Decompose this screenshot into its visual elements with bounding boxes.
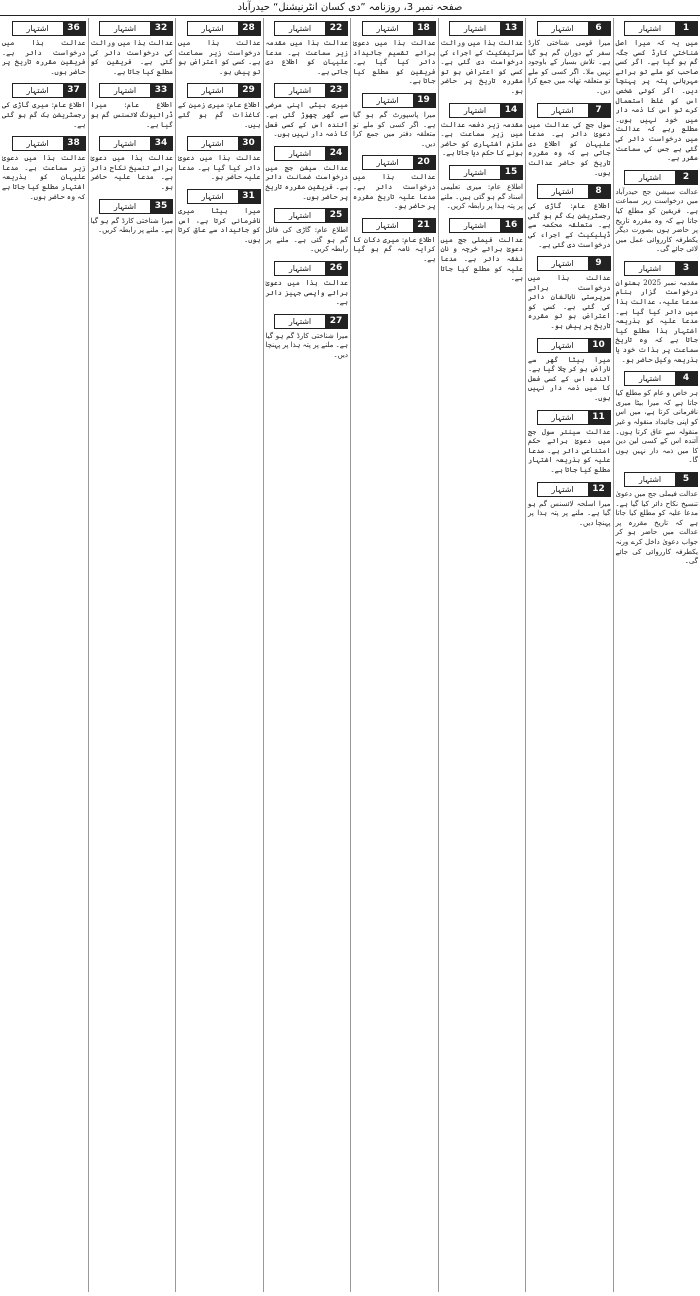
- notice-block: [178, 189, 261, 245]
- notice-number: 13: [500, 22, 522, 35]
- notice-number: 7: [588, 104, 610, 117]
- notice-badge: [537, 103, 611, 118]
- notice-text: اطلاع عام: میری تعلیمی اسناد گم ہو گئی ہیں۔ ملنے پر پتہ ہذا پر رابطہ کریں۔: [440, 182, 523, 211]
- notice-badge-label: اشتہار: [376, 220, 399, 230]
- notice-number: 28: [238, 22, 260, 35]
- notice-number: 23: [325, 84, 347, 97]
- notice-badge: [624, 261, 698, 276]
- notice-column: [613, 18, 700, 1292]
- notice-block: [266, 146, 349, 202]
- notice-badge: [274, 146, 348, 161]
- notice-badge: [274, 21, 348, 36]
- notice-badge: [624, 472, 698, 487]
- notice-badge-label: اشتہار: [551, 412, 574, 422]
- notice-badge-label: اشتہار: [288, 24, 312, 33]
- notice-badge: [12, 136, 86, 151]
- notice-text: عدالت سیشن جج حیدرآباد میں درخواست زیر سماعت ہے۔ فریقین کو مطلع کیا جاتا ہے کہ وہ مقررہ تاریخ پر حاضر ہوں بصورت دیگر یکطرفہ کارروائی عمل میں لائی جائے گی۔: [615, 187, 698, 254]
- notice-block: [2, 21, 86, 77]
- notice-badge: [187, 21, 261, 36]
- notice-badge: [449, 21, 523, 36]
- notice-number: 4: [675, 372, 697, 385]
- notice-number: 6: [588, 22, 610, 35]
- notice-block: [91, 21, 174, 77]
- notice-text: میں یہ کہ میرا اصل شناختی کارڈ کسی جگہ گم ہو گیا ہے۔ اگر کسی صاحب کو ملے تو برائے مہربانی پتہ پر پہنچا دیں۔ اگر کوئی شخص اس کو غلط استعمال کرے تو اس کا ذمہ دار میں خود نہیں ہوں۔ مطلع رہے کہ عدالت میں درخواست دائر کی گئی ہے جس کی سماعت مقرر ہے۔: [615, 39, 698, 163]
- notice-text: میرا شناختی کارڈ گم ہو گیا ہے۔ ملنے پر رابطہ کریں۔: [90, 216, 173, 235]
- notice-badge: [99, 21, 173, 36]
- notice-block: [266, 208, 349, 255]
- notice-text: مقدمہ زیر دفعہ عدالت میں زیر سماعت ہے۔ ملزم اشتہاری کو حاضر ہونے کا حکم دیا جاتا ہے۔: [440, 120, 523, 158]
- notice-badge-label: اشتہار: [376, 158, 399, 168]
- notice-text: عدالت سینئر سول جج میں دعویٰ برائے حکم امتناعی دائر ہے۔ مدعا علیہ کو بذریعہ اشتہار مطلع کیا جاتا ہے۔: [528, 427, 611, 474]
- notice-number: 33: [150, 84, 172, 97]
- notice-block: [353, 93, 436, 149]
- notice-block: [178, 83, 261, 130]
- notice-number: 37: [63, 84, 85, 97]
- notice-number: 29: [238, 84, 260, 97]
- notice-block: [266, 314, 349, 361]
- notice-number: 36: [63, 22, 85, 35]
- notice-block: [528, 482, 611, 529]
- notice-badge-label: اشتہار: [376, 24, 399, 33]
- notice-badge-label: اشتہار: [463, 105, 487, 115]
- notice-badge-label: اشتہار: [26, 24, 49, 33]
- notice-text: میرا پاسپورٹ گم ہو گیا ہے۔ اگر کسی کو ملے تو متعلقہ دفتر میں جمع کرا دیں۔: [353, 110, 436, 148]
- notice-text: اطلاع عام: میرا ڈرائیونگ لائسنس گم ہو گیا ہے۔: [90, 101, 173, 129]
- notice-badge-label: اشتہار: [638, 374, 662, 384]
- notice-badge: [274, 314, 348, 329]
- notice-number: 21: [413, 219, 435, 232]
- notice-badge-label: اشتہار: [288, 316, 312, 326]
- notice-number: 19: [413, 94, 435, 107]
- notice-number: 1: [675, 22, 697, 35]
- notice-badge: [99, 136, 173, 151]
- notice-badge: [187, 189, 261, 204]
- notice-text: عدالت ہذا میں دعویٰ برائے تنسیخ نکاح دائر ہے۔ مدعا علیہ حاضر ہو۔: [90, 154, 173, 191]
- notice-badge-label: اشتہار: [201, 139, 224, 149]
- notice-text: عدالت ہذا میں درخواست زیر سماعت ہے۔ کسی کو اعتراض ہو تو پیش ہو۔: [178, 39, 261, 76]
- notice-number: 16: [500, 219, 522, 232]
- notice-number: 18: [413, 22, 435, 35]
- notice-badge: [624, 371, 698, 386]
- notice-column: [175, 18, 263, 1292]
- notice-number: 30: [238, 137, 260, 150]
- notice-number: 22: [325, 22, 347, 35]
- notice-badge: [537, 338, 611, 353]
- notice-text: مقدمہ نمبر 2025 بعنوان درخواست گزار بنام مدعا علیہ، عدالت ہذا میں دائر کیا گیا ہے۔ مدعا علیہ کو بذریعہ اشتہار ہذا مطلع کیا جاتا ہے کہ وہ تاریخ سماعت پر بذات خود یا بذریعہ وکیل حاضر ہو۔: [615, 278, 698, 364]
- notice-badge-label: اشتہار: [638, 263, 662, 273]
- notice-badge-label: اشتہار: [288, 148, 312, 158]
- notice-number: 32: [150, 22, 172, 35]
- notice-badge: [624, 170, 698, 185]
- notice-badge-label: اشتہار: [551, 105, 574, 115]
- notice-block: [91, 199, 174, 236]
- notice-badge: [362, 155, 436, 170]
- notice-badge: [449, 218, 523, 233]
- notice-badge-label: اشتہار: [201, 191, 224, 201]
- notice-badge-label: اشتہار: [113, 139, 137, 149]
- notice-badge: [537, 482, 611, 497]
- notice-number: 35: [150, 200, 172, 213]
- notice-number: 10: [588, 339, 610, 352]
- notice-badge: [449, 103, 523, 118]
- notice-badge: [12, 83, 86, 98]
- notice-number: 2: [675, 171, 697, 184]
- notice-number: 12: [588, 483, 610, 496]
- notice-badge-label: اشتہار: [638, 24, 662, 33]
- notice-badge: [537, 256, 611, 271]
- notice-block: [91, 136, 174, 192]
- notice-text: اطلاع عام: میری گاڑی کی رجسٹریشن بک گم ہو گئی ہے۔: [2, 101, 86, 129]
- notice-number: 9: [588, 257, 610, 270]
- notice-block: [528, 256, 611, 332]
- notice-badge: [624, 21, 698, 36]
- notice-badge-label: اشتہار: [201, 86, 224, 96]
- notice-number: 8: [588, 185, 610, 198]
- notice-number: 26: [325, 262, 347, 275]
- notice-block: [441, 165, 524, 212]
- notice-block: [528, 338, 611, 404]
- notice-number: 24: [325, 147, 347, 160]
- notice-text: میری بیٹی اپنی مرضی سے گھر چھوڑ گئی ہے۔ آئندہ اس کے کسی فعل کا ذمہ دار نہیں ہوں۔: [265, 101, 348, 139]
- notice-badge-label: اشتہار: [288, 86, 312, 96]
- notice-number: 5: [675, 473, 697, 486]
- notice-block: [353, 21, 436, 87]
- notice-block: [91, 83, 174, 130]
- notice-block: [353, 155, 436, 211]
- notice-number: 34: [150, 137, 172, 150]
- notice-number: 3: [675, 262, 697, 275]
- notice-text: عدالت ہذا میں وراثت سرٹیفکیٹ کے اجراء کی درخواست دی گئی ہے۔ کسی کو اعتراض ہو تو مقررہ تاریخ پر حاضر ہو۔: [440, 39, 523, 95]
- notice-column: [88, 18, 176, 1292]
- notice-badge-label: اشتہار: [26, 86, 49, 96]
- notice-number: 15: [500, 166, 522, 179]
- notice-block: [528, 103, 611, 179]
- notice-badge-label: اشتہار: [551, 340, 574, 350]
- notice-badge: [99, 83, 173, 98]
- notice-block: [2, 83, 86, 130]
- notice-badge-label: اشتہار: [638, 474, 662, 484]
- notice-text: ہر خاص و عام کو مطلع کیا جاتا ہے کہ میرا بیٹا میری نافرمانی کرتا ہے، میں اس کو اپنی جائیداد منقولہ و غیر منقولہ سے عاق کرتا ہوں۔ آئندہ اس کے کسی لین دین کا میں ذمہ دار نہیں ہوں گا۔: [615, 389, 698, 465]
- notice-badge-label: اشتہار: [463, 220, 487, 230]
- notice-badge-label: اشتہار: [113, 201, 137, 211]
- notice-badge-label: اشتہار: [26, 139, 49, 149]
- notice-text: اطلاع عام: میری زمین کے کاغذات گم ہو گئے ہیں۔: [178, 101, 261, 129]
- notice-text: عدالت ہذا میں دعویٰ برائے واپسی جہیز دائر ہے۔: [265, 278, 348, 307]
- notice-badge: [274, 83, 348, 98]
- notice-column: [0, 18, 88, 1292]
- notice-number: 27: [325, 315, 347, 328]
- notice-text: عدالت ہذا میں دعویٰ زیر سماعت ہے۔ مدعا علیہان کو بذریعہ اشتہار مطلع کیا جاتا ہے کہ وہ حاضر ہوں۔: [2, 154, 86, 201]
- notice-text: عدالت ہذا میں دعویٰ برائے تقسیم جائیداد دائر کیا گیا ہے۔ فریقین کو مطلع کیا جاتا ہے۔: [353, 39, 436, 86]
- notice-block: [2, 136, 86, 202]
- notice-text: عدالت ہذا میں مقدمہ زیر سماعت ہے۔ مدعا علیہان کو اطلاع دی جاتی ہے۔: [265, 39, 348, 76]
- notice-badge-label: اشتہار: [551, 24, 574, 33]
- notice-text: عدالت ہذا میں درخواست دائر ہے۔ فریقین مقررہ تاریخ پر حاضر ہوں۔: [2, 39, 86, 76]
- notice-block: [178, 21, 261, 77]
- notice-text: سول جج کی عدالت میں دعویٰ دائر ہے۔ مدعا علیہان کو اطلاع دی جاتی ہے کہ وہ مقررہ تاریخ کو حاضر عدالت ہوں۔: [528, 120, 611, 177]
- notice-badge-label: اشتہار: [638, 172, 662, 182]
- notice-badge: [274, 261, 348, 276]
- notice-badge: [99, 199, 173, 214]
- notice-badge-label: اشتہار: [376, 95, 399, 105]
- notice-text: میرا قومی شناختی کارڈ سفر کے دوران گم ہو گیا ہے۔ تلاش بسیار کے باوجود نہیں ملا۔ اگر کسی کو ملے تو متعلقہ تھانہ میں جمع کرا دیں۔: [528, 39, 611, 95]
- notice-text: اطلاع عام: گاڑی کی فائل گم ہو گئی ہے۔ ملنے پر رابطہ کریں۔: [265, 226, 348, 254]
- notice-block: [616, 261, 699, 365]
- page-header: صفحہ نمبر 3، روزنامہ ”دی کسان انٹرنیشنل“ حیدرآباد: [0, 0, 700, 16]
- notice-block: [528, 21, 611, 97]
- notice-text: میرا شناختی کارڈ گم ہو گیا ہے۔ ملنے پر پتہ ہذا پر پہنچا دیں۔: [265, 331, 348, 359]
- notice-column: [438, 18, 526, 1292]
- notice-badge: [537, 410, 611, 425]
- notice-text: عدالت فیملی جج میں دعویٰ برائے خرچہ و نان نفقہ دائر ہے۔ مدعا علیہ کو مطلع کیا جاتا ہے۔: [440, 235, 523, 283]
- notice-number: 11: [588, 411, 610, 424]
- notice-block: [441, 218, 524, 284]
- notice-text: اطلاع عام: گاڑی کی رجسٹریشن بک گم ہو گئی ہے۔ متعلقہ محکمہ سے ڈپلیکیٹ کے اجراء کی درخواست دی گئی ہے۔: [528, 202, 611, 249]
- notice-text: اطلاع عام: میری دکان کا کرایہ نامہ گم ہو گیا ہے۔: [353, 235, 436, 263]
- notice-block: [353, 218, 436, 265]
- notice-block: [178, 136, 261, 183]
- notice-text: عدالت سیشن جج میں درخواست ضمانت دائر ہے۔ فریقین مقررہ تاریخ پر حاضر ہوں۔: [265, 163, 348, 201]
- notice-number: 38: [63, 137, 85, 150]
- notice-block: [616, 472, 699, 567]
- notice-badge-label: اشتہار: [288, 263, 312, 273]
- notice-badge: [362, 21, 436, 36]
- notice-text: عدالت فیملی جج میں دعویٰ تنسیخ نکاح دائر کیا گیا ہے۔ مدعا علیہ کو مطلع کیا جاتا ہے کہ تاریخ مقررہ پر عدالت میں حاضر ہو کر جواب دعویٰ داخل کرے ورنہ یکطرفہ کارروائی کی جائے گی۔: [615, 489, 698, 566]
- notice-badge: [362, 93, 436, 108]
- notice-badge-label: اشتہار: [463, 24, 487, 33]
- notice-block: [616, 170, 699, 255]
- notice-badge-label: اشتہار: [113, 86, 137, 96]
- notice-number: 14: [500, 104, 522, 117]
- notice-badge-label: اشتہار: [113, 24, 137, 33]
- notice-text: عدالت ہذا میں وراثت کی درخواست دائر کی گئی ہے۔ فریقین کو مطلع کیا جاتا ہے۔: [90, 39, 173, 76]
- notice-badge-label: اشتہار: [551, 259, 574, 269]
- notice-badge: [187, 83, 261, 98]
- notice-block: [528, 184, 611, 250]
- notice-column: [525, 18, 613, 1292]
- notice-column: [263, 18, 351, 1292]
- notice-text: میرا بیٹا گھر سے ناراض ہو کر چلا گیا ہے۔ آئندہ اس کے کسی فعل کا میں ذمہ دار نہیں ہوں۔: [528, 355, 611, 403]
- notice-badge: [362, 218, 436, 233]
- notice-text: عدالت ہذا میں درخواست دائر ہے۔ مدعا علیہ تاریخ مقررہ پر حاضر ہو۔: [353, 173, 436, 211]
- notice-number: 20: [413, 156, 435, 169]
- notice-block: [441, 103, 524, 159]
- notice-text: میرا اسلحہ لائسنس گم ہو گیا ہے۔ ملنے پر پتہ ہذا پر پہنچا دیں۔: [528, 499, 611, 527]
- notice-badge: [187, 136, 261, 151]
- notice-number: 25: [325, 209, 347, 222]
- notice-badge: [537, 21, 611, 36]
- notice-badge: [12, 21, 86, 36]
- notice-badge-label: اشتہار: [551, 187, 574, 197]
- notice-text: میرا بیٹا میری نافرمانی کرتا ہے، اس کو جائیداد سے عاق کرتا ہوں۔: [178, 206, 261, 244]
- notice-badge-label: اشتہار: [463, 167, 487, 177]
- notice-badge: [274, 208, 348, 223]
- notice-text: عدالت ہذا میں دعویٰ دائر کیا گیا ہے۔ مدعا علیہ حاضر ہو۔: [178, 154, 261, 182]
- notice-badge: [449, 165, 523, 180]
- notice-badge-label: اشتہار: [201, 24, 224, 33]
- notice-badge-label: اشتہار: [288, 211, 312, 221]
- notice-block: [266, 21, 349, 77]
- notice-block: [266, 83, 349, 139]
- notice-badge: [537, 184, 611, 199]
- notice-block: [616, 21, 699, 164]
- notice-block: [266, 261, 349, 308]
- notice-block: [616, 371, 699, 466]
- notice-text: عدالت ہذا میں درخواست برائے سرپرستی نابالغان دائر کی گئی ہے۔ کسی کو اعتراض ہو تو مقررہ تاریخ پر پیش ہو۔: [528, 274, 611, 331]
- notice-column: [350, 18, 438, 1292]
- notice-block: [441, 21, 524, 97]
- notice-number: 31: [238, 190, 260, 203]
- notice-badge-label: اشتہار: [551, 484, 574, 494]
- notice-block: [528, 410, 611, 476]
